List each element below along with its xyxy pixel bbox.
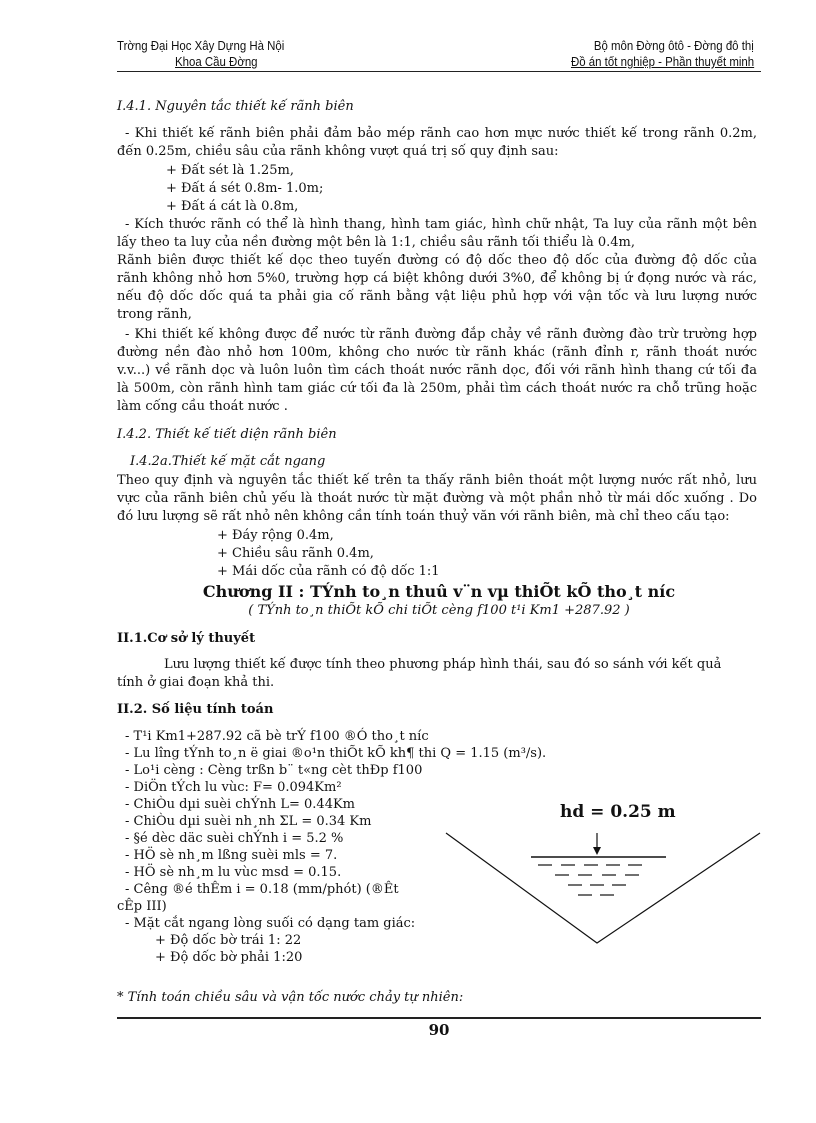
calculation-note: * Tính toán chiều sâu và vận tốc nước chảy tự nhiên: xyxy=(117,990,464,1005)
text-line: nếu độ dốc dốc quá ta phải gia cố rãnh bằng vật liệu phủ hợp với vận tốc và lưu lượng nước xyxy=(117,289,757,304)
paragraph-141-1 xyxy=(117,125,757,161)
data-line: cÊp III) xyxy=(117,899,167,914)
text-line: vực của rãnh biên chủ yếu là thoát nước từ mặt đường và một phần nhỏ từ mái dốc xuống . Do xyxy=(117,491,757,506)
arrow-head xyxy=(593,847,601,855)
list-item: + Đất á cát là 0.8m, xyxy=(166,199,299,214)
text-line: đó lưu lượng sẽ rất nhỏ nên không cần tính toán thuỷ văn với rãnh biên, mà chỉ theo cấu tạo: xyxy=(117,509,730,524)
list-item: + Đất sét là 1.25m, xyxy=(166,163,295,178)
text-line: đường nền đào nhỏ hơn 100m, không cho nước từ rãnh khác (rãnh đỉnh r, rãnh thoát nước xyxy=(117,345,757,360)
text-line: - Khi thiết kế không được để nước từ rãnh đường đắp chảy về rãnh đường đào trừ trường hợp xyxy=(125,327,757,342)
water-depth-label: hd = 0.25 m xyxy=(560,802,676,822)
channel-banks xyxy=(446,833,760,943)
text-line: tính ở giai đoạn khả thi. xyxy=(117,675,275,690)
heading-141: I.4.1. Nguyên tắc thiết kế rãnh biên xyxy=(117,99,354,114)
data-line: - DiÖn tÝch lu vùc: F= 0.094Km² xyxy=(125,780,342,795)
header-faculty: Khoa Cầu Đờng xyxy=(175,54,258,69)
text-line: trong rãnh, xyxy=(117,307,192,322)
text-line: v.v...) về rãnh dọc và luôn luôn tìm cách thoát nước rãnh dọc, đối với rãnh hình thang cứ tối đa xyxy=(117,363,757,378)
heading-ii2: II.2. Số liệu tính toán xyxy=(117,702,274,717)
data-line: - T¹i Km1+287.92 cã bè trÝ f100 ®Ó tho¸t níc xyxy=(125,729,429,744)
header-department: Bộ môn Đờng ôtô - Đờng đô thị xyxy=(594,38,754,53)
text-line: Theo quy định và nguyên tắc thiết kế trên ta thấy rãnh biên thoát một lượng nước rất nhỏ, lưu xyxy=(117,473,757,488)
text-line: là 500m, còn rãnh hình tam giác cứ tối đa là 250m, phải tìm cách thoát nước ra chỗ trũng hoặc xyxy=(117,381,757,396)
data-line: - §é dèc däc suèi chÝnh i = 5.2 % xyxy=(125,831,344,846)
data-line: + Độ dốc bờ phải 1:20 xyxy=(155,950,303,965)
data-line: - HÖ sè nh¸m lßng suèi mls = 7. xyxy=(125,848,338,863)
text-line: Rãnh biên được thiết kế dọc theo tuyến đường có độ dốc theo độ dốc của đường độ dốc của xyxy=(117,253,757,268)
text-line: làm cống cầu thoát nước . xyxy=(117,399,288,414)
header-rule xyxy=(117,71,761,72)
data-line: - ChiÒu dµi suèi nh¸nh ΣL = 0.34 Km xyxy=(125,814,372,829)
section-list xyxy=(217,527,440,581)
page-number: 90 xyxy=(428,1021,450,1039)
list-item: + Chiều sâu rãnh 0.4m, xyxy=(217,546,374,561)
text-line: lấy theo ta luy của nền đường một bên là 1:1, chiều sâu rãnh tối thiểu là 0.4m, xyxy=(117,235,635,250)
data-line: + Độ dốc bờ trái 1: 22 xyxy=(155,933,302,948)
list-item: + Đáy rộng 0.4m, xyxy=(217,528,334,543)
chapter-subtitle: ( TÝnh to¸n thiÕt kÕ chi tiÕt cèng f100 t¹i Km1 +287.92 ) xyxy=(248,603,630,618)
heading-142: I.4.2. Thiết kế tiết diện rãnh biên xyxy=(117,427,337,442)
subheading-142a: I.4.2a.Thiết kế mặt cắt ngang xyxy=(130,454,326,469)
water-hatch xyxy=(538,865,642,895)
data-line: - Lo¹i cèng : Cèng trßn b¨ t«ng cèt thÐp f100 xyxy=(125,763,423,778)
paragraph-ii1 xyxy=(117,656,757,692)
paragraph-141-2 xyxy=(117,216,757,252)
data-line: - Lu lîng tÝnh to¸n ë giai ®o¹n thiÕt kÕ kh¶ thi Q = 1.15 (m³/s). xyxy=(125,746,547,761)
heading-ii1: II.1.Cơ sở lý thuyết xyxy=(117,631,256,646)
text-line: - Kích thước rãnh có thể là hình thang, hình tam giác, hình chữ nhật, Ta luy của rãnh một bên xyxy=(125,217,757,232)
header-document-type: Đồ án tốt nghiệp - Phần thuyết minh xyxy=(570,54,754,69)
text-line: đến 0.25m, chiều sâu của rãnh không vượt quá trị số quy định sau: xyxy=(117,144,559,159)
paragraph-141-4 xyxy=(117,326,757,416)
list-item: + Mái dốc của rãnh có độ dốc 1:1 xyxy=(217,564,440,579)
list-item: + Đất á sét 0.8m- 1.0m; xyxy=(166,181,324,196)
data-line: - Mặt cắt ngang lòng suối có dạng tam giác: xyxy=(125,916,416,931)
text-line: Lưu lượng thiết kế được tính theo phương pháp hình thái, sau đó so sánh với kết quả xyxy=(164,657,722,672)
paragraph-142 xyxy=(117,472,757,526)
data-line: - HÖ sè nh¸m lu vùc msd = 0.15. xyxy=(125,865,342,880)
data-line: - ChiÒu dµi suèi chÝnh L= 0.44Km xyxy=(125,797,356,812)
soil-limits-list xyxy=(166,162,323,216)
stream-cross-section-figure xyxy=(440,795,770,965)
paragraph-141-3 xyxy=(117,252,757,324)
data-line: - Cêng ®é thÊm i = 0.18 (mm/phót) (®Êt xyxy=(125,882,399,897)
text-line: - Khi thiết kế rãnh biên phải đảm bảo mép rãnh cao hơn mực nước thiết kế trong rãnh 0.2m, xyxy=(125,126,757,141)
header-school: Trờng Đại Học Xây Dựng Hà Nội xyxy=(117,38,285,53)
chapter-title: Chương II : TÝnh to¸n thuû v¨n vµ thiÕt kÕ tho¸t níc xyxy=(202,582,676,601)
text-line: rãnh không nhỏ hơn 5%0, trường hợp cá biệt không dưới 3%0, để không bị ứ đọng nước và rác, xyxy=(117,271,757,286)
footer-rule xyxy=(117,1017,761,1019)
